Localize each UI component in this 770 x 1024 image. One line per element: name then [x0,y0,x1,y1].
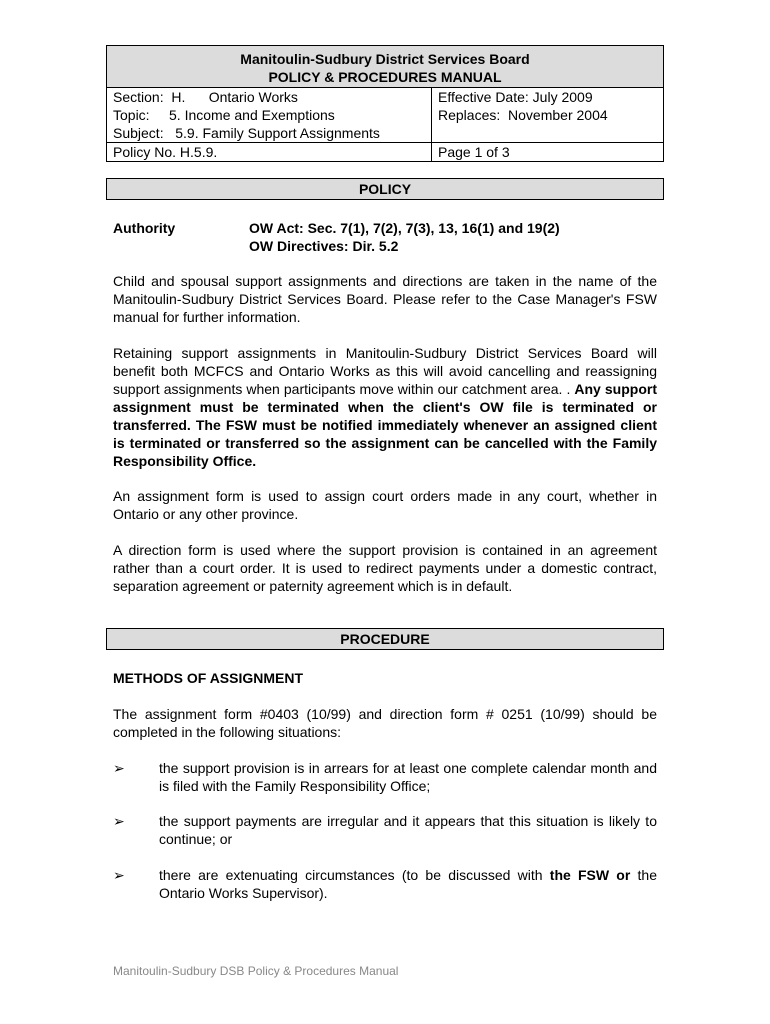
authority-line-1: OW Act: Sec. 7(1), 7(2), 7(3), 13, 16(1) and 19(2) [249,220,560,236]
procedure-heading: PROCEDURE [106,628,664,650]
replaces-cell: Replaces: November 2004 [438,107,608,123]
authority-line-2: OW Directives: Dir. 5.2 [249,238,399,254]
bullet-arrow-icon: ➢ [113,760,125,776]
header-row-1 [107,88,663,106]
policy-heading: POLICY [106,178,664,200]
paragraph-2-bold: Any support assignment must be terminated when the client's OW file is terminated or transferred. The FSW must be notified immediately whenever an assigned client is terminated or transferred so the assignment can be cancelled with the Family Responsibility Office. [113,381,657,469]
header-row-3 [107,142,663,161]
policy-paragraph-3: An assignment form is used to assign court orders made in any court, whether in Ontario or any other province. [113,488,657,522]
authority-value [249,219,560,255]
policy-no-cell: Policy No. H.5.9. [107,143,432,161]
procedure-intro: The assignment form #0403 (10/99) and direction form # 0251 (10/99) should be completed in the following situations: [113,706,657,740]
topic-cell [107,106,432,142]
policy-paragraph-1: Child and spousal support assignments and directions are taken in the name of the Manitoulin-Sudbury District Services Board. Please refer to the Case Manager's FSW manual for further information. [113,273,657,325]
authority-label: Authority [113,220,176,236]
header-row-2 [107,106,663,142]
subject-text: Subject: 5.9. Family Support Assignments [113,125,380,141]
page-number-cell: Page 1 of 3 [438,144,510,160]
bullet-arrow-icon: ➢ [113,867,125,883]
header-table [106,45,664,162]
org-name: Manitoulin-Sudbury District Services Board [240,51,530,67]
effective-date-cell: Effective Date: July 2009 [438,89,593,105]
bullet-item-2: the support payments are irregular and it appears that this situation is likely to continue; or [159,813,657,847]
policy-paragraph-2 [113,344,657,470]
manual-title: POLICY & PROCEDURES MANUAL [268,69,502,85]
policy-paragraph-4: A direction form is used where the support provision is contained in an agreement rather than a court order. It is used to redirect payments under a domestic contract, separation agreement or paternity agreement which is in default. [113,542,657,594]
topic-text: Topic: 5. Income and Exemptions [113,107,335,123]
bullet-3-part-b: the FSW or [549,867,631,883]
bullet-item-1: the support provision is in arrears for at least one complete calendar month and is filed with the Family Responsibility Office; [159,760,657,794]
methods-subheading: METHODS OF ASSIGNMENT [113,670,304,686]
section-cell: Section: H. Ontario Works [107,88,432,106]
bullet-item-3 [159,866,657,902]
bullet-3-part-c: the Ontario Works Supervisor). [159,867,657,901]
paragraph-2-normal: Retaining support assignments in Manitoulin-Sudbury District Services Board will benefit both MCFCS and Ontario Works as this will avoid cancelling and reassigning support assignments when participants move within our catchment area. . [113,345,657,397]
bullet-arrow-icon: ➢ [113,813,125,829]
bullet-3-part-a: there are extenuating circumstances (to be discussed with [159,867,550,883]
header-title-block [107,46,663,88]
page-footer: Manitoulin-Sudbury DSB Policy & Procedures Manual [113,964,399,978]
